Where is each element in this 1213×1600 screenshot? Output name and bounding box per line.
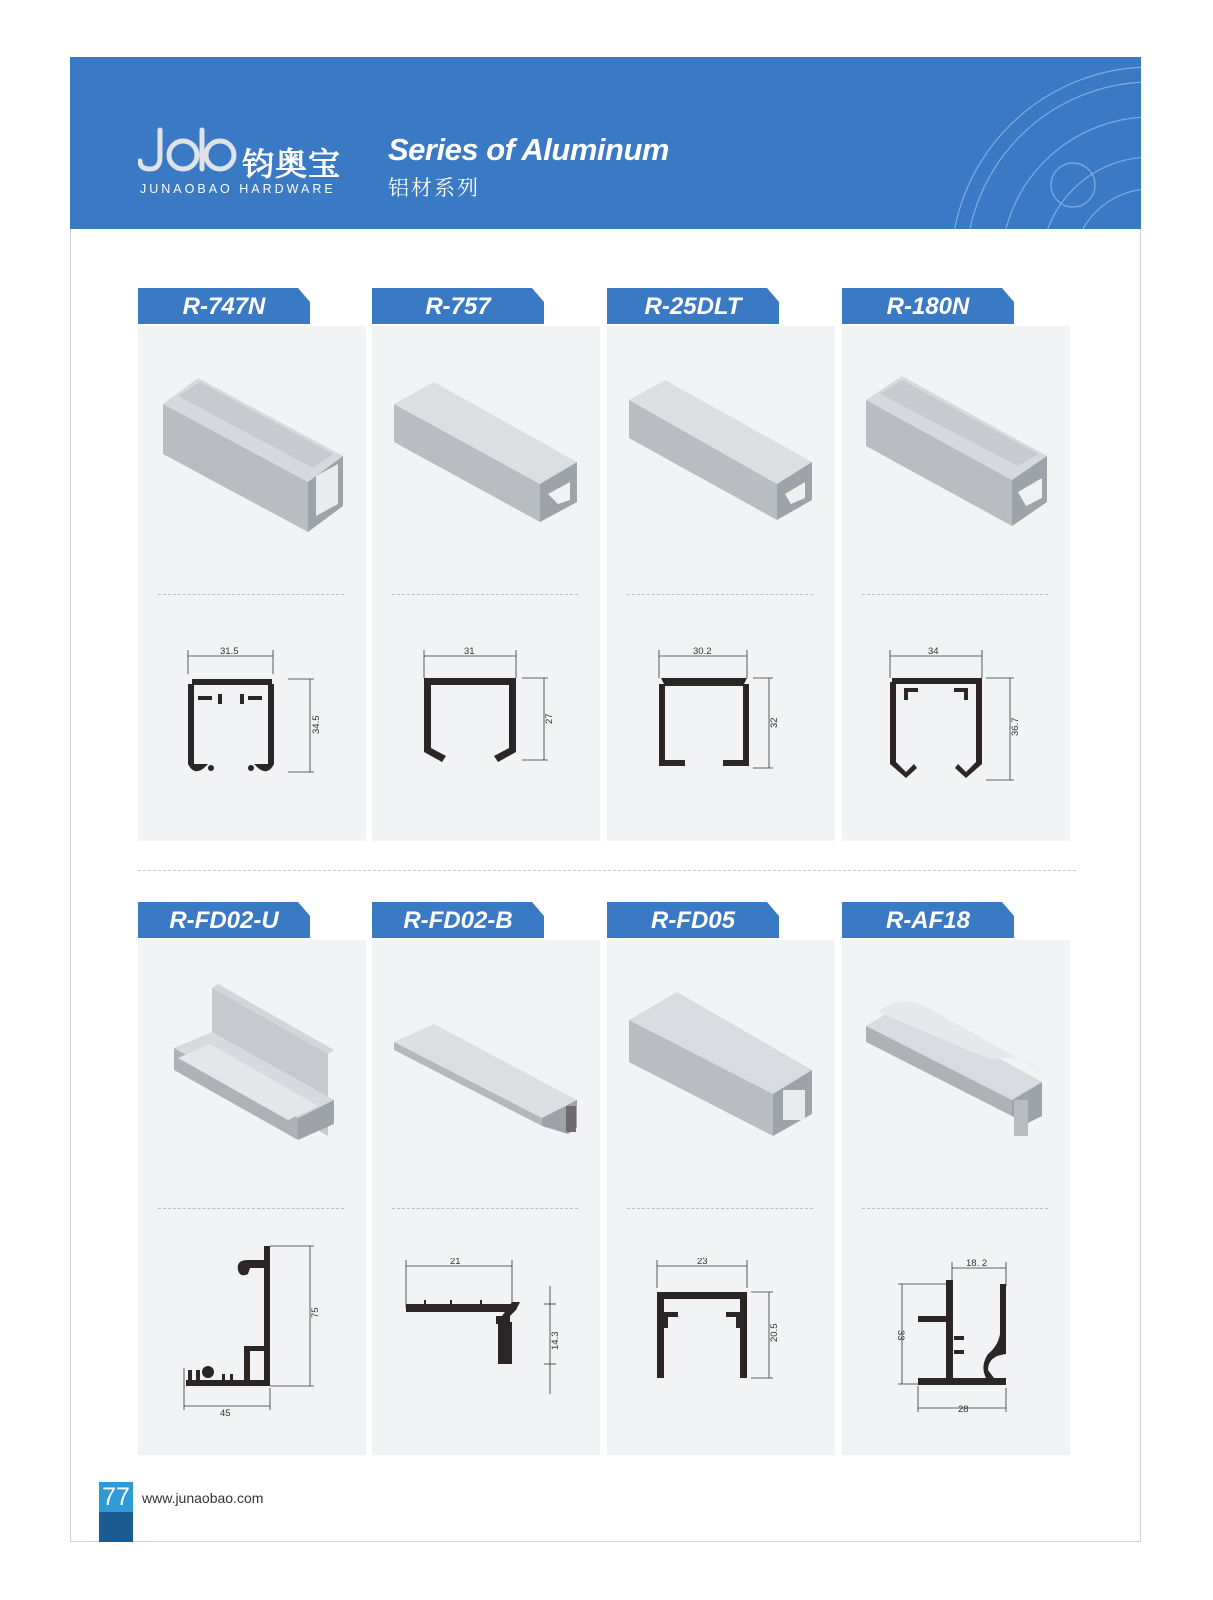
product-photo [607, 940, 835, 1200]
product-card-rfd05 [607, 940, 835, 1455]
dim-height: 34.5 [311, 715, 322, 734]
product-card-raf18 [842, 940, 1070, 1455]
dim-width: 31.5 [220, 646, 239, 657]
series-title-en: Series of Aluminum [388, 132, 669, 167]
dim-height: 36.7 [1010, 717, 1021, 736]
dim-width: 31 [464, 646, 475, 657]
product-card-rfd02u [138, 940, 366, 1455]
website-link[interactable]: www.junaobao.com [142, 1490, 264, 1506]
cross-section-drawing [647, 644, 827, 794]
cross-section-drawing [882, 1258, 1062, 1418]
divider [392, 594, 578, 595]
decorative-arcs [821, 57, 1141, 229]
dim-height: 32 [769, 717, 780, 728]
cross-section-drawing [882, 644, 1062, 794]
product-card-r757 [372, 326, 600, 841]
model-label: R-747N [182, 293, 266, 320]
dim-height: 20.5 [769, 1323, 780, 1342]
brand-name-cn: 钧奥宝 [242, 145, 342, 183]
dim-width: 23 [697, 1258, 708, 1267]
brand-name-en: JUNAOBAO HARDWARE [140, 182, 336, 196]
divider [862, 594, 1048, 595]
model-label: R-180N [886, 293, 970, 320]
product-photo [372, 940, 600, 1200]
cross-section-drawing [647, 1258, 827, 1408]
divider [627, 1208, 813, 1209]
product-photo [842, 326, 1070, 586]
page-number: 77 [99, 1482, 133, 1512]
dim-width: 45 [220, 1408, 231, 1418]
product-card-r747n [138, 326, 366, 841]
product-card-r25dlt [607, 326, 835, 841]
dim-height: 75 [310, 1307, 321, 1318]
cross-section-drawing [178, 644, 358, 794]
product-card-r180n [842, 326, 1070, 841]
model-label: R-757 [425, 293, 491, 320]
dim-width: 34 [928, 646, 939, 657]
divider [158, 594, 344, 595]
product-photo [138, 940, 366, 1200]
product-photo [842, 940, 1070, 1200]
model-label: R-FD02-U [169, 907, 279, 934]
dim-width: 21 [450, 1258, 461, 1267]
model-label: R-25DLT [644, 293, 742, 320]
model-label: R-FD05 [650, 907, 735, 934]
product-photo [372, 326, 600, 586]
dim-height: 33 [895, 1330, 906, 1341]
cross-section-drawing [400, 1258, 590, 1408]
model-label: R-AF18 [885, 907, 970, 934]
product-photo [607, 326, 835, 586]
divider [158, 1208, 344, 1209]
product-photo [138, 326, 366, 586]
dim-height: 27 [544, 713, 555, 724]
series-title-cn: 铝材系列 [388, 176, 480, 200]
brand-logo [138, 127, 243, 175]
cross-section-drawing [178, 1238, 358, 1418]
dim-height: 14.3 [550, 1331, 561, 1350]
product-card-rfd02b [372, 940, 600, 1455]
dim-width: 30.2 [693, 646, 712, 657]
dim-width-bottom: 28 [958, 1404, 969, 1415]
divider [627, 594, 813, 595]
section-divider [138, 870, 1076, 871]
cross-section-drawing [412, 644, 592, 794]
divider [862, 1208, 1048, 1209]
divider [392, 1208, 578, 1209]
dim-width-top: 18. 2 [966, 1258, 988, 1269]
model-label: R-FD02-B [403, 907, 513, 934]
